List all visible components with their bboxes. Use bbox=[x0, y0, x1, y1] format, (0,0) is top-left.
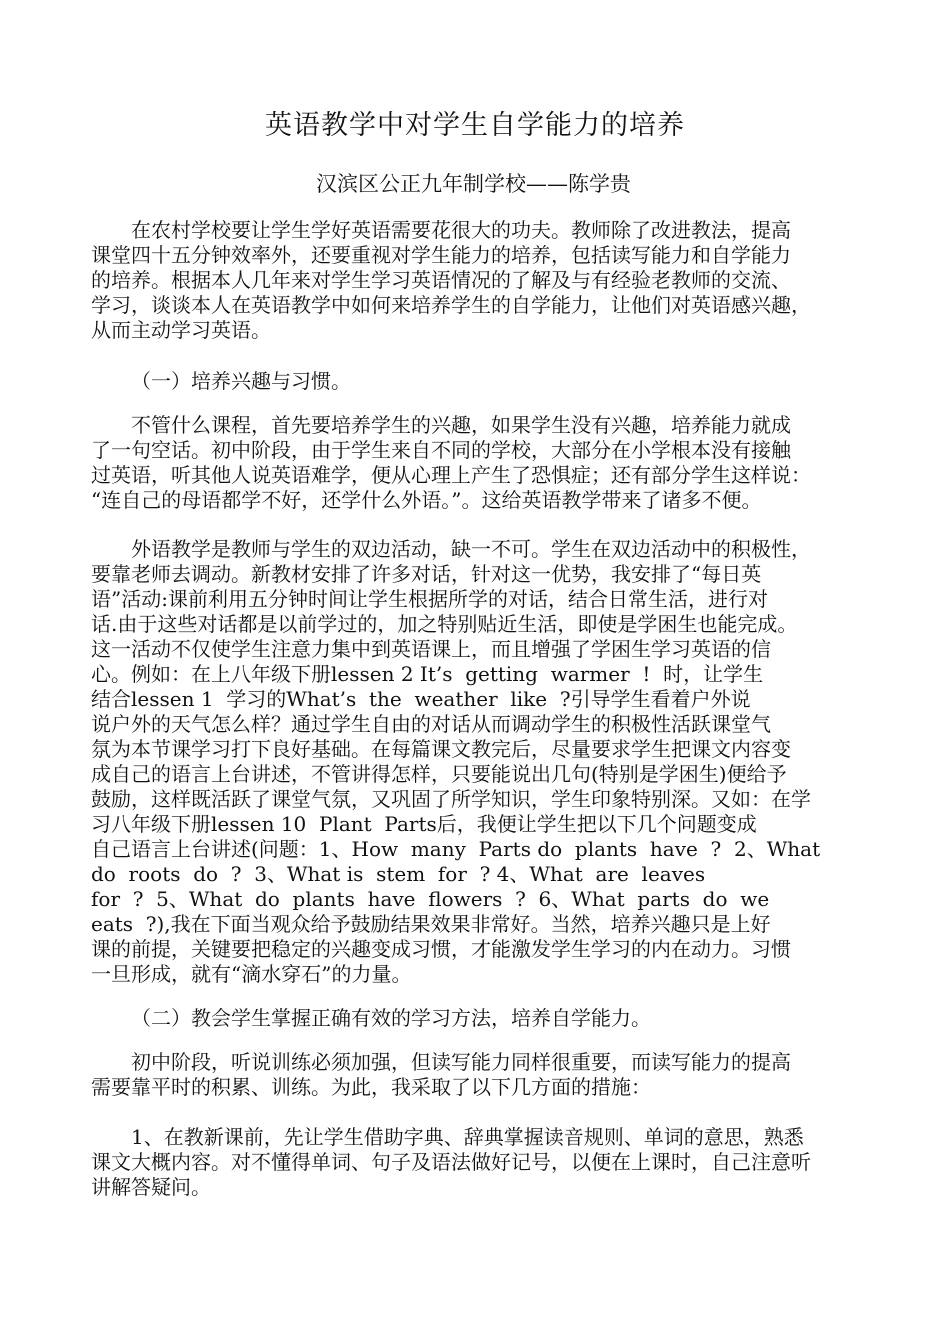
text-line: 的培养。根据本人几年来对学生学习英语情况的了解及与有经验老教师的交流、 bbox=[91, 268, 791, 292]
text-line: 了一句空话。初中阶段，由于学生来自不同的学校，大部分在小学根本没有接触 bbox=[91, 438, 791, 462]
text-line: 要靠老师去调动。新教材安排了许多对话，针对这一优势，我安排了“每日英 bbox=[91, 562, 762, 586]
text-line: 语”活动:课前利用五分钟时间让学生根据所学的对话，结合日常生活，进行对 bbox=[91, 587, 768, 611]
text-line: 讲解答疑问。 bbox=[91, 1175, 211, 1199]
text-line: 需要靠平时的积累、训练。为此，我采取了以下几方面的措施： bbox=[91, 1075, 651, 1099]
text-line: 过英语，听其他人说英语难学，便从心理上产生了恐惧症；还有部分学生这样说： bbox=[91, 463, 811, 487]
text-line: 不管什么课程，首先要培养学生的兴趣，如果学生没有兴趣，培养能力就成 bbox=[91, 413, 791, 437]
text-line: 自己语言上台讲述(问题：1、How many Parts do plants have ? 2、What bbox=[91, 837, 821, 861]
paragraph-interest bbox=[91, 413, 861, 513]
text-line: 习八年级下册lessen 10 Plant Parts后，我便让学生把以下几个问题变成 bbox=[91, 812, 757, 836]
text-line: 学习，谈谈本人在英语教学中如何来培养学生的自学能力，让他们对英语感兴趣， bbox=[91, 293, 811, 317]
text-line: 在农村学校要让学生学好英语需要花很大的功夫。教师除了改进教法，提高 bbox=[91, 218, 791, 242]
text-line: 成自己的语言上台讲述，不管讲得怎样，只要能说出几句(特别是学困生)便给予 bbox=[91, 762, 787, 786]
text-line: 初中阶段，听说训练必须加强，但读写能力同样很重要，而读写能力的提高 bbox=[91, 1050, 791, 1074]
author-line: 汉滨区公正九年制学校——陈学贵 bbox=[316, 172, 631, 196]
section-heading-1: （一）培养兴趣与习惯。 bbox=[131, 369, 351, 393]
text-line: 话.由于这些对话都是以前学过的，加之特别贴近生活，即使是学困生也能完成。 bbox=[91, 612, 798, 636]
text-line: 课堂四十五分钟效率外，还要重视对学生能力的培养，包括读写能力和自学能力 bbox=[91, 243, 791, 267]
text-line: 1、在教新课前，先让学生借助字典、辞典掌握读音规则、单词的意思，熟悉 bbox=[91, 1125, 804, 1149]
section-heading-2: （二）教会学生掌握正确有效的学习方法，培养自学能力。 bbox=[131, 1006, 651, 1030]
text-line: 外语教学是教师与学生的双边活动，缺一不可。学生在双边活动中的积极性， bbox=[91, 537, 811, 561]
text-line: 课文大概内容。对不懂得单词、句子及语法做好记号，以便在上课时，自己注意听 bbox=[91, 1150, 811, 1174]
text-line: 鼓励，这样既活跃了课堂气氛，又巩固了所学知识，学生印象特别深。又如：在学 bbox=[91, 787, 811, 811]
text-line: for ? 5、What do plants have flowers ? 6、What parts do we bbox=[91, 887, 770, 911]
text-line: 从而主动学习英语。 bbox=[91, 318, 271, 342]
text-line: 这一活动不仅使学生注意力集中到英语课上，而且增强了学困生学习英语的信 bbox=[91, 637, 771, 661]
text-line: 说户外的天气怎么样？通过学生自由的对话从而调动学生的积极性活跃课堂气 bbox=[91, 712, 771, 736]
text-line: do roots do ? 3、What is stem for ? 4、What are leaves bbox=[91, 862, 706, 886]
text-line: “连自己的母语都学不好，还学什么外语。”。这给英语教学带来了诸多不便。 bbox=[91, 488, 762, 512]
paragraph-intro bbox=[91, 218, 861, 343]
text-line: 心。例如：在上八年级下册lessen 2 It’s getting warmer ! 时，让学生 bbox=[91, 662, 764, 686]
paragraph-activities bbox=[91, 537, 861, 987]
text-line: eats ?),我在下面当观众给予鼓励结果效果非常好。当然，培养兴趣只是上好 bbox=[91, 912, 771, 936]
text-line: 氛为本节课学习打下良好基础。在每篇课文教完后，尽量要求学生把课文内容变 bbox=[91, 737, 791, 761]
text-line: 结合lessen 1 学习的What’s the weather like ?引导学生看着户外说 bbox=[91, 687, 751, 711]
document-title: 英语教学中对学生自学能力的培养 bbox=[265, 110, 685, 141]
paragraph-measure-1 bbox=[91, 1125, 861, 1200]
text-line: 课的前提，关键要把稳定的兴趣变成习惯，才能激发学生学习的内在动力。习惯 bbox=[91, 937, 791, 961]
paragraph-reading-writing bbox=[91, 1050, 861, 1100]
text-line: 一旦形成，就有“滴水穿石”的力量。 bbox=[91, 962, 412, 986]
